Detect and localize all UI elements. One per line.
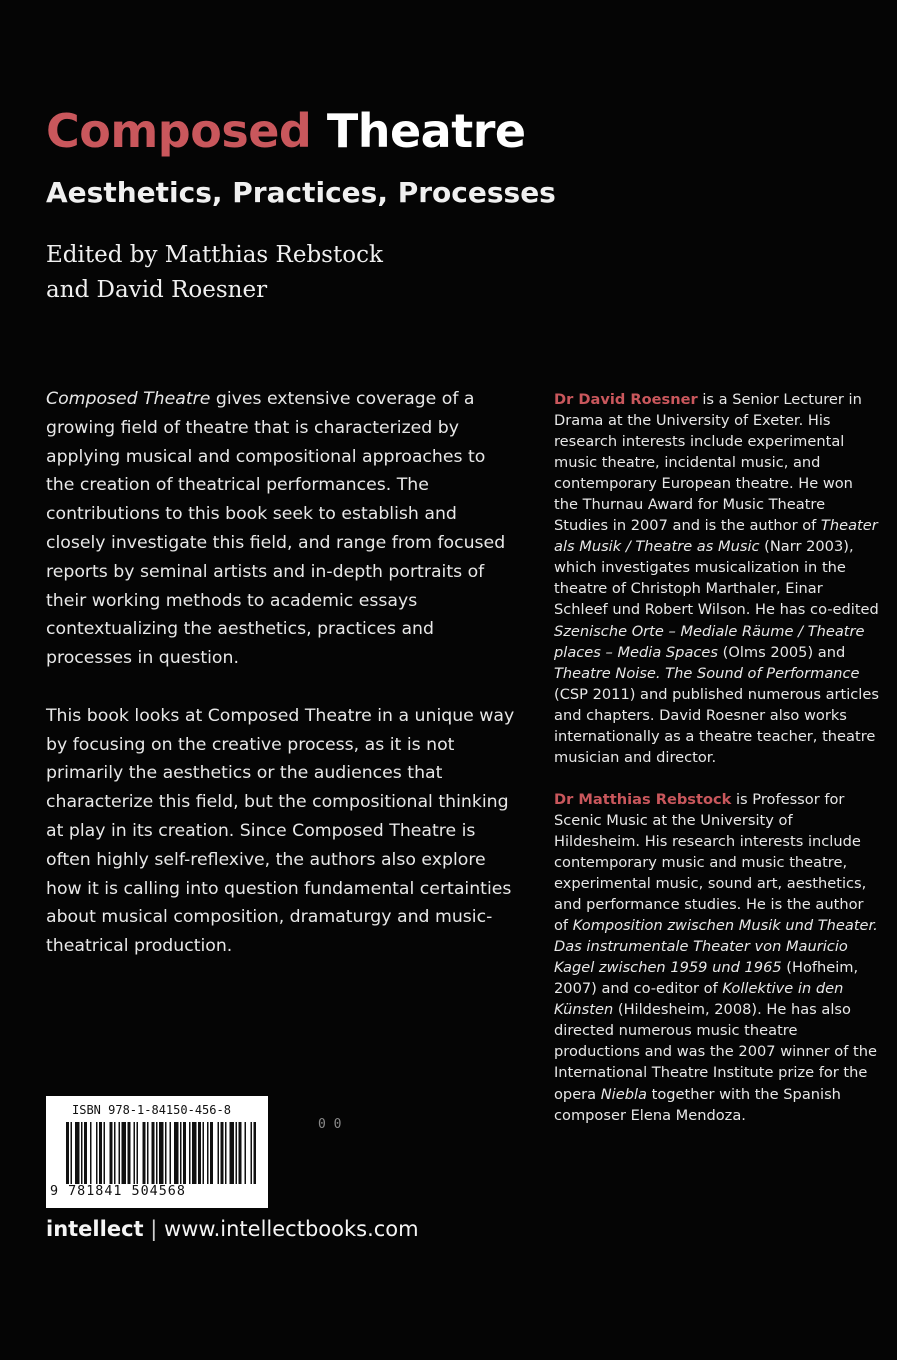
barcode-digits: 9 781841 504568	[50, 1184, 186, 1199]
bio-rebstock-text-3: (Hildesheim, 2008). He has also directed numerous music theatre productions and was the 2007 winner of the International Theatre Institute prize for the opera	[554, 1001, 877, 1103]
barcode-bar	[239, 1122, 242, 1184]
title-main-word: Theatre	[326, 104, 526, 158]
title-accent-word: Composed	[46, 104, 312, 158]
bio-roesner-name: Dr David Roesner	[554, 391, 698, 408]
barcode-bar	[119, 1122, 121, 1184]
publisher-separator: |	[150, 1217, 158, 1241]
bio-rebstock-italic-3: Niebla	[600, 1085, 647, 1103]
barcode-bar	[66, 1122, 69, 1184]
barcode-bar	[170, 1122, 172, 1184]
price-code: 0 0	[318, 1117, 342, 1132]
barcode-bar	[165, 1122, 167, 1184]
bio-rebstock-italic-2: Kollektive in den Künsten	[554, 980, 844, 1019]
barcode-bar	[143, 1122, 146, 1184]
bio-roesner-italic-3: Theatre Noise. The Sound of Performance	[554, 664, 860, 682]
barcode-bar	[251, 1122, 253, 1184]
bio-rebstock-text-2: (Hofheim, 2007) and co-editor of	[554, 959, 859, 998]
publisher-footer	[46, 1217, 419, 1241]
bio-rebstock-name: Dr Matthias Rebstock	[554, 790, 732, 808]
barcode-bar	[128, 1122, 131, 1184]
book-title	[46, 104, 526, 158]
barcode-bar	[96, 1122, 98, 1184]
description-paragraph-2: This book looks at Composed Theatre in a unique way by focusing on the creative process, as it is not primarily the aesthetics or the audiences that characterize this field, but the compositional thinking at play in its creation. Since Composed Theatre is often highly self-reflexive, the authors also explore how it is calling into question fundamental certainties about musical composition, dramaturgy and music-theatrical production.	[46, 705, 515, 957]
barcode-bar	[174, 1122, 179, 1184]
bio-roesner-text-1: is a Senior Lecturer in Drama at the University of Exeter. His research interests include experimental music theatre, incidental music, and contemporary European theatre. He won the Thurnau Award for Music Theatre Studies in 2007 and is the author of	[554, 391, 862, 535]
barcode-bar	[207, 1122, 209, 1184]
barcode-bar	[159, 1122, 164, 1184]
barcode-bar	[156, 1122, 158, 1184]
barcode-bar	[137, 1122, 139, 1184]
barcode-bar	[180, 1122, 182, 1184]
description-title-italic: Composed Theatre	[46, 389, 211, 409]
barcode-bars-icon	[66, 1122, 256, 1184]
barcode-bar	[104, 1122, 106, 1184]
publisher-logo: intellect	[46, 1217, 144, 1241]
bio-roesner-text-3: (Olms 2005) and	[718, 643, 846, 661]
barcode-bar	[236, 1122, 238, 1184]
bio-roesner-text-2: (Narr 2003), which investigates musicalization in the theatre of Christoph Marthaler, Einar Schleef und Robert Wilson. He has co-edited	[554, 538, 879, 619]
book-description	[46, 385, 516, 990]
barcode-bar	[90, 1122, 92, 1184]
bio-rebstock-text-4: together with the Spanish composer Elena Mendoza.	[554, 1085, 841, 1124]
barcode-bar	[114, 1122, 116, 1184]
barcode-bar	[230, 1122, 235, 1184]
bio-roesner-italic-2: Szenische Orte – Mediale Räume / Theatre places – Media Spaces	[554, 622, 865, 661]
description-paragraph-1	[46, 385, 516, 673]
barcode-bar	[192, 1122, 197, 1184]
description-paragraph-1-text: gives extensive coverage of a growing field of theatre that is characterized by applying musical and compositional approaches to the creation of theatrical performances. The contributions to this book seek to establish and closely investigate this field, and range from focused reports by seminal artists and in-depth portraits of their working methods to academic essays contextualizing the aesthetics, practices and processes in question.	[46, 389, 506, 669]
bio-rebstock-italic-1: Komposition zwischen Musik und Theater. Das instrumentale Theater von Mauricio Kagel zwischen 1959 und 1965	[554, 917, 878, 977]
barcode-bar	[210, 1122, 213, 1184]
barcode-bar	[203, 1122, 205, 1184]
barcode-bar	[218, 1122, 220, 1184]
barcode-bar	[110, 1122, 113, 1184]
barcode-bar	[198, 1122, 201, 1184]
publisher-url[interactable]: www.intellectbooks.com	[164, 1217, 419, 1241]
editor-bios	[554, 389, 879, 1147]
barcode-bar	[189, 1122, 191, 1184]
editors-credit	[46, 238, 383, 308]
barcode-bar	[122, 1122, 127, 1184]
book-subtitle: Aesthetics, Practices, Processes	[46, 176, 556, 209]
barcode-bar	[99, 1122, 102, 1184]
bio-roesner-text-4: (CSP 2011) and published numerous articles and chapters. David Roesner also works internationally as a theatre teacher, theatre musician and director.	[554, 685, 879, 766]
barcode-bar	[75, 1122, 80, 1184]
editors-line-2: and David Roesner	[46, 277, 268, 303]
barcode-bar	[71, 1122, 73, 1184]
barcode-bar	[183, 1122, 186, 1184]
bio-rebstock-text-1: is Professor for Scenic Music at the University of Hildesheim. His research interests include contemporary music and music theatre, experimental music, sound art, aesthetics, and performance studies. He is the author of	[554, 790, 867, 935]
bio-roesner	[554, 389, 879, 768]
bio-rebstock	[554, 789, 879, 1126]
editors-line-1: Edited by Matthias Rebstock	[46, 242, 383, 268]
barcode-bar	[152, 1122, 155, 1184]
barcode-bar	[134, 1122, 136, 1184]
isbn-number: ISBN 978-1-84150-456-8	[72, 1103, 231, 1117]
barcode-bar	[221, 1122, 224, 1184]
isbn-barcode	[46, 1096, 268, 1208]
barcode-bar	[225, 1122, 227, 1184]
barcode-bar	[84, 1122, 87, 1184]
bio-roesner-italic-1: Theater als Musik / Theatre as Music	[554, 517, 878, 556]
barcode-bar	[147, 1122, 149, 1184]
barcode-bar	[254, 1122, 257, 1184]
barcode-bar	[245, 1122, 247, 1184]
barcode-bar	[81, 1122, 83, 1184]
